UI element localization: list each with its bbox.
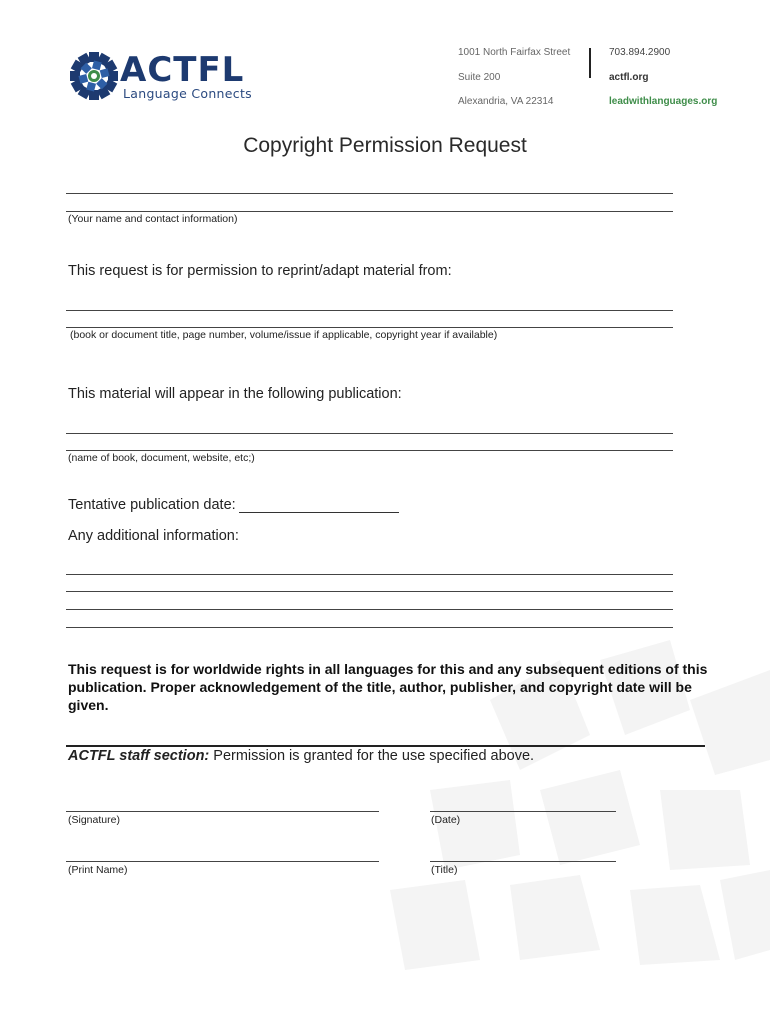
publication-date-field bbox=[68, 497, 399, 513]
publication-date-label: Tentative publication date: bbox=[68, 497, 236, 513]
staff-section bbox=[68, 748, 534, 764]
actfl-logo bbox=[68, 48, 258, 106]
contact-phone: 703.894.2900 bbox=[609, 47, 671, 58]
logo-tagline: Language Connects bbox=[123, 86, 252, 101]
staff-section-divider bbox=[66, 745, 705, 747]
print-name-line[interactable] bbox=[66, 861, 379, 862]
date-line[interactable] bbox=[430, 811, 616, 812]
additional-line-3[interactable] bbox=[66, 609, 673, 610]
logo-mark-icon bbox=[68, 50, 120, 102]
name-line-2[interactable] bbox=[66, 211, 673, 212]
name-hint: (Your name and contact information) bbox=[68, 213, 238, 225]
signature-label: (Signature) bbox=[68, 814, 120, 826]
title-label: (Title) bbox=[431, 864, 458, 876]
publication-date-input[interactable] bbox=[239, 498, 399, 513]
address-street: 1001 North Fairfax Street bbox=[458, 47, 571, 58]
publication-line-1[interactable] bbox=[66, 433, 673, 434]
header-divider bbox=[589, 48, 591, 78]
additional-info-label: Any additional information: bbox=[68, 528, 239, 544]
additional-line-1[interactable] bbox=[66, 574, 673, 575]
address-city: Alexandria, VA 22314 bbox=[458, 96, 554, 107]
signature-line[interactable] bbox=[66, 811, 379, 812]
additional-line-2[interactable] bbox=[66, 591, 673, 592]
title-line[interactable] bbox=[430, 861, 616, 862]
page-title: Copyright Permission Request bbox=[243, 134, 527, 157]
rights-statement: This request is for worldwide rights in all languages for this and any subsequent editions of this publication. Proper acknowledgement of the title, author, publisher, and copyright date will be given. bbox=[68, 661, 708, 713]
print-name-label: (Print Name) bbox=[68, 864, 128, 876]
source-hint: (book or document title, page number, volume/issue if applicable, copyright year if available) bbox=[70, 329, 498, 341]
name-line-1[interactable] bbox=[66, 193, 673, 194]
additional-line-4[interactable] bbox=[66, 627, 673, 628]
source-line-2[interactable] bbox=[66, 327, 673, 328]
logo-wordmark: ACTFL bbox=[120, 50, 245, 90]
reprint-question: This request is for permission to reprint/adapt material from: bbox=[68, 263, 452, 279]
staff-heading: ACTFL staff section: bbox=[68, 748, 210, 764]
address-suite: Suite 200 bbox=[458, 72, 501, 83]
contact-campaign-link[interactable]: leadwithlanguages.org bbox=[609, 96, 718, 107]
staff-text: Permission is granted for the use specified above. bbox=[209, 748, 535, 764]
publication-hint: (name of book, document, website, etc;) bbox=[68, 452, 255, 464]
source-line-1[interactable] bbox=[66, 310, 673, 311]
publication-line-2[interactable] bbox=[66, 450, 673, 451]
publication-question: This material will appear in the following publication: bbox=[68, 386, 402, 402]
contact-website[interactable]: actfl.org bbox=[609, 72, 649, 83]
date-label: (Date) bbox=[431, 814, 461, 826]
